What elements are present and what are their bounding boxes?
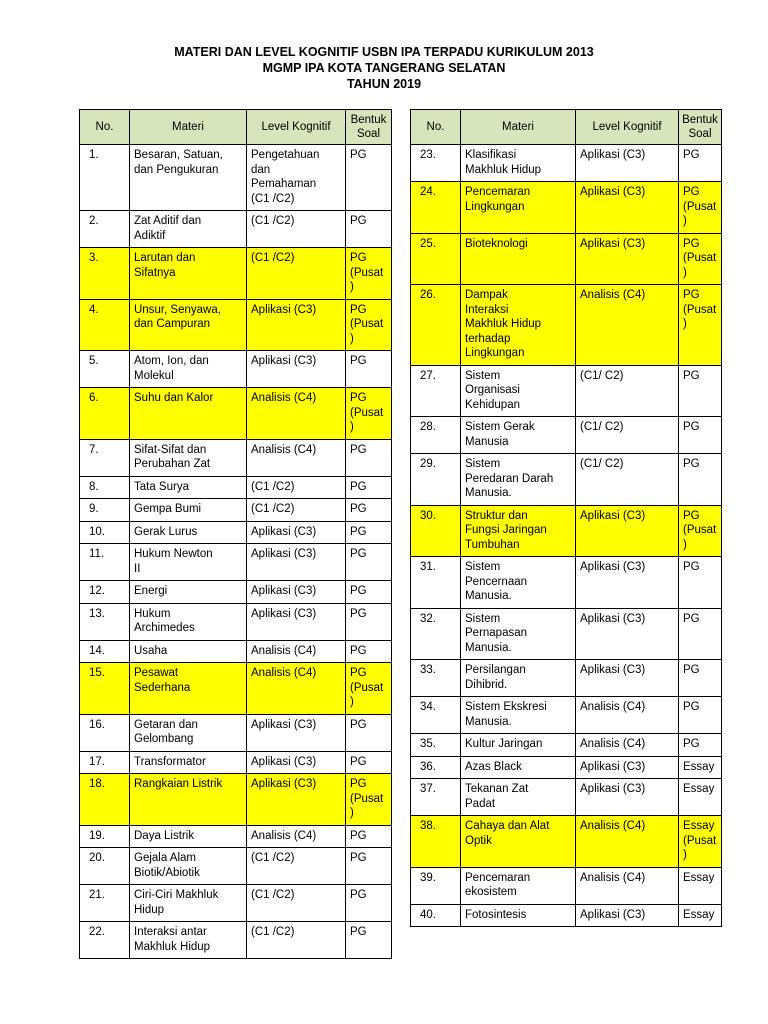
table-row (411, 779, 722, 816)
title-line-1: MATERI DAN LEVEL KOGNITIF USBN IPA TERPADU KURIKULUM 2013 (174, 45, 594, 59)
cell-no: 32. (411, 608, 461, 660)
cell-bentuk: Essay (679, 779, 722, 816)
cell-materi: Usaha (130, 640, 247, 663)
cell-level: Analisis (C4) (576, 734, 679, 757)
cell-materi: Cahaya dan Alat Optik (461, 816, 576, 868)
cell-no: 18. (80, 774, 130, 826)
cell-bentuk: PG (679, 417, 722, 454)
cell-level: Aplikasi (C3) (247, 351, 346, 388)
cell-level: Aplikasi (C3) (247, 521, 346, 544)
cell-materi: Tekanan Zat Padat (461, 779, 576, 816)
cell-no: 23. (411, 145, 461, 182)
cell-level: (C1 /C2) (247, 248, 346, 300)
table-row (411, 145, 722, 182)
cell-bentuk: PG (346, 751, 392, 774)
table-row (411, 505, 722, 557)
cell-bentuk: PG (346, 885, 392, 922)
table-row (411, 756, 722, 779)
cell-materi: Sistem Pencernaan Manusia. (461, 557, 576, 609)
cell-level: Analisis (C4) (576, 285, 679, 366)
cell-level: Aplikasi (C3) (576, 756, 679, 779)
cell-bentuk: PG (346, 544, 392, 581)
cell-bentuk: Essay (679, 867, 722, 904)
cell-materi: Atom, Ion, dan Molekul (130, 351, 247, 388)
table-row (411, 904, 722, 927)
table-row (411, 557, 722, 609)
table-row (80, 388, 392, 440)
cell-bentuk: PG (679, 557, 722, 609)
cell-level: Aplikasi (C3) (247, 581, 346, 604)
cell-level: Aplikasi (C3) (576, 233, 679, 285)
cell-materi: Pencemaran ekosistem (461, 867, 576, 904)
cell-level: Aplikasi (C3) (576, 779, 679, 816)
table-row (80, 499, 392, 522)
cell-materi: Bioteknologi (461, 233, 576, 285)
cell-materi: Pencemaran Lingkungan (461, 182, 576, 234)
table-row (411, 697, 722, 734)
cell-level: Aplikasi (C3) (247, 544, 346, 581)
cell-materi: Suhu dan Kalor (130, 388, 247, 440)
table-row (80, 640, 392, 663)
cell-materi: Interaksi antar Makhluk Hidup (130, 922, 247, 959)
table-row (411, 608, 722, 660)
table-row (80, 922, 392, 959)
table-row (80, 885, 392, 922)
cell-no: 31. (411, 557, 461, 609)
cell-level: (C1/ C2) (576, 417, 679, 454)
cell-materi: Pesawat Sederhana (130, 663, 247, 715)
cell-level: (C1 /C2) (247, 848, 346, 885)
cell-bentuk: PG (Pusat) (346, 388, 392, 440)
cell-bentuk: PG (346, 714, 392, 751)
cell-no: 36. (411, 756, 461, 779)
table-row (80, 848, 392, 885)
cell-bentuk: PG (679, 365, 722, 417)
cell-no: 5. (80, 351, 130, 388)
cell-materi: Zat Aditif dan Adiktif (130, 211, 247, 248)
cell-materi: Daya Listrik (130, 825, 247, 848)
cell-bentuk: PG (346, 603, 392, 640)
table-row (80, 663, 392, 715)
cell-level: Aplikasi (C3) (576, 557, 679, 609)
cell-materi: Larutan dan Sifatnya (130, 248, 247, 300)
table-row (411, 454, 722, 506)
cell-bentuk: PG (679, 145, 722, 182)
cell-materi: Sistem Peredaran Darah Manusia. (461, 454, 576, 506)
table-row (80, 476, 392, 499)
cell-materi: Sistem Pernapasan Manusia. (461, 608, 576, 660)
table-row (411, 417, 722, 454)
cell-materi: Gerak Lurus (130, 521, 247, 544)
cell-level: Aplikasi (C3) (247, 603, 346, 640)
cell-materi: Transformator (130, 751, 247, 774)
table-row (411, 233, 722, 285)
cell-bentuk: PG (679, 660, 722, 697)
cell-level: Aplikasi (C3) (576, 182, 679, 234)
cell-no: 40. (411, 904, 461, 927)
cell-materi: Sistem Organisasi Kehidupan (461, 365, 576, 417)
cell-level: Aplikasi (C3) (247, 714, 346, 751)
cell-bentuk: PG (346, 351, 392, 388)
cell-materi: Sistem Ekskresi Manusia. (461, 697, 576, 734)
table-row (80, 299, 392, 351)
materi-table-right (410, 109, 722, 927)
col-header-no: No. (411, 110, 461, 145)
table-row (80, 751, 392, 774)
cell-level: Analisis (C4) (247, 439, 346, 476)
cell-bentuk: PG (Pusat) (679, 505, 722, 557)
cell-bentuk: PG (346, 640, 392, 663)
cell-level: Pengetahuan dan Pemahaman (C1 /C2) (247, 145, 346, 211)
cell-bentuk: PG (Pusat) (346, 774, 392, 826)
col-header-bentuk: Bentuk Soal (679, 110, 722, 145)
table-row (80, 581, 392, 604)
cell-level: Analisis (C4) (576, 816, 679, 868)
cell-materi: Azas Black (461, 756, 576, 779)
cell-materi: Hukum Archimedes (130, 603, 247, 640)
cell-materi: Tata Surya (130, 476, 247, 499)
cell-no: 11. (80, 544, 130, 581)
cell-no: 37. (411, 779, 461, 816)
cell-no: 8. (80, 476, 130, 499)
cell-no: 3. (80, 248, 130, 300)
table-row (80, 544, 392, 581)
cell-no: 4. (80, 299, 130, 351)
table-row (80, 774, 392, 826)
cell-level: Aplikasi (C3) (247, 774, 346, 826)
cell-level: (C1 /C2) (247, 499, 346, 522)
table-row (411, 816, 722, 868)
cell-bentuk: PG (Pusat) (679, 285, 722, 366)
col-header-bentuk: Bentuk Soal (346, 110, 392, 145)
cell-no: 22. (80, 922, 130, 959)
cell-no: 26. (411, 285, 461, 366)
materi-table-left (79, 109, 392, 959)
cell-no: 7. (80, 439, 130, 476)
table-row (80, 825, 392, 848)
cell-materi: Sistem Gerak Manusia (461, 417, 576, 454)
cell-level: (C1/ C2) (576, 454, 679, 506)
table-header-row (411, 110, 722, 145)
cell-bentuk: Essay (679, 904, 722, 927)
cell-no: 29. (411, 454, 461, 506)
col-header-level: Level Kognitif (576, 110, 679, 145)
title-line-2: MGMP IPA KOTA TANGERANG SELATAN (262, 61, 506, 75)
cell-materi: Fotosintesis (461, 904, 576, 927)
cell-level: (C1 /C2) (247, 922, 346, 959)
table-row (411, 365, 722, 417)
cell-materi: Hukum Newton II (130, 544, 247, 581)
cell-no: 28. (411, 417, 461, 454)
cell-no: 17. (80, 751, 130, 774)
cell-level: Aplikasi (C3) (576, 660, 679, 697)
table-row (411, 182, 722, 234)
table-row (80, 145, 392, 211)
cell-no: 39. (411, 867, 461, 904)
cell-materi: Klasifikasi Makhluk Hidup (461, 145, 576, 182)
cell-level: Aplikasi (C3) (576, 608, 679, 660)
cell-materi: Gempa Bumi (130, 499, 247, 522)
cell-no: 10. (80, 521, 130, 544)
cell-bentuk: PG (346, 439, 392, 476)
table-row (80, 211, 392, 248)
cell-no: 33. (411, 660, 461, 697)
cell-level: (C1 /C2) (247, 476, 346, 499)
cell-no: 19. (80, 825, 130, 848)
cell-no: 24. (411, 182, 461, 234)
cell-materi: Energi (130, 581, 247, 604)
cell-level: Analisis (C4) (247, 825, 346, 848)
cell-no: 12. (80, 581, 130, 604)
cell-bentuk: PG (679, 454, 722, 506)
cell-bentuk: PG (679, 608, 722, 660)
cell-bentuk: PG (346, 499, 392, 522)
cell-level: (C1 /C2) (247, 885, 346, 922)
cell-materi: Gejala Alam Biotik/Abiotik (130, 848, 247, 885)
cell-no: 34. (411, 697, 461, 734)
cell-no: 27. (411, 365, 461, 417)
cell-no: 14. (80, 640, 130, 663)
cell-bentuk: Essay (Pusat) (679, 816, 722, 868)
cell-no: 13. (80, 603, 130, 640)
table-row (80, 248, 392, 300)
table-row (411, 285, 722, 366)
cell-materi: Rangkaian Listrik (130, 774, 247, 826)
cell-bentuk: Essay (679, 756, 722, 779)
cell-no: 20. (80, 848, 130, 885)
cell-bentuk: PG (Pusat) (346, 663, 392, 715)
col-header-materi: Materi (130, 110, 247, 145)
cell-bentuk: PG (346, 581, 392, 604)
cell-level: Aplikasi (C3) (576, 904, 679, 927)
cell-level: Analisis (C4) (247, 640, 346, 663)
cell-materi: Getaran dan Gelombang (130, 714, 247, 751)
cell-bentuk: PG (Pusat) (679, 233, 722, 285)
cell-materi: Sifat-Sifat dan Perubahan Zat (130, 439, 247, 476)
table-row (80, 521, 392, 544)
cell-bentuk: PG (Pusat) (679, 182, 722, 234)
table-row (411, 734, 722, 757)
cell-no: 15. (80, 663, 130, 715)
cell-bentuk: PG (346, 476, 392, 499)
table-row (80, 439, 392, 476)
cell-level: Aplikasi (C3) (576, 145, 679, 182)
cell-bentuk: PG (346, 145, 392, 211)
table-row (411, 867, 722, 904)
cell-no: 21. (80, 885, 130, 922)
table-row (411, 660, 722, 697)
cell-level: Analisis (C4) (576, 697, 679, 734)
cell-bentuk: PG (346, 825, 392, 848)
cell-bentuk: PG (346, 211, 392, 248)
col-header-no: No. (80, 110, 130, 145)
cell-level: Analisis (C4) (247, 663, 346, 715)
table-row (80, 351, 392, 388)
col-header-level: Level Kognitif (247, 110, 346, 145)
cell-materi: Besaran, Satuan, dan Pengukuran (130, 145, 247, 211)
cell-bentuk: PG (346, 848, 392, 885)
table-row (80, 714, 392, 751)
cell-level: Aplikasi (C3) (247, 751, 346, 774)
cell-level: Analisis (C4) (247, 388, 346, 440)
cell-no: 6. (80, 388, 130, 440)
cell-materi: Struktur dan Fungsi Jaringan Tumbuhan (461, 505, 576, 557)
table-header-row (80, 110, 392, 145)
cell-bentuk: PG (346, 521, 392, 544)
cell-no: 30. (411, 505, 461, 557)
table-row (80, 603, 392, 640)
col-header-materi: Materi (461, 110, 576, 145)
document-title (0, 44, 768, 92)
cell-no: 25. (411, 233, 461, 285)
cell-materi: Ciri-Ciri Makhluk Hidup (130, 885, 247, 922)
cell-level: Analisis (C4) (576, 867, 679, 904)
cell-bentuk: PG (346, 922, 392, 959)
cell-no: 1. (80, 145, 130, 211)
cell-materi: Unsur, Senyawa, dan Campuran (130, 299, 247, 351)
cell-level: Aplikasi (C3) (576, 505, 679, 557)
cell-no: 16. (80, 714, 130, 751)
cell-bentuk: PG (Pusat) (346, 299, 392, 351)
cell-bentuk: PG (679, 734, 722, 757)
cell-level: (C1/ C2) (576, 365, 679, 417)
cell-materi: Dampak Interaksi Makhluk Hidup terhadap Lingkungan (461, 285, 576, 366)
cell-materi: Persilangan Dihibrid. (461, 660, 576, 697)
cell-bentuk: PG (679, 697, 722, 734)
cell-materi: Kultur Jaringan (461, 734, 576, 757)
title-line-3: TAHUN 2019 (346, 77, 422, 91)
cell-no: 38. (411, 816, 461, 868)
cell-level: (C1 /C2) (247, 211, 346, 248)
cell-no: 2. (80, 211, 130, 248)
cell-no: 35. (411, 734, 461, 757)
cell-bentuk: PG (Pusat) (346, 248, 392, 300)
cell-level: Aplikasi (C3) (247, 299, 346, 351)
cell-no: 9. (80, 499, 130, 522)
